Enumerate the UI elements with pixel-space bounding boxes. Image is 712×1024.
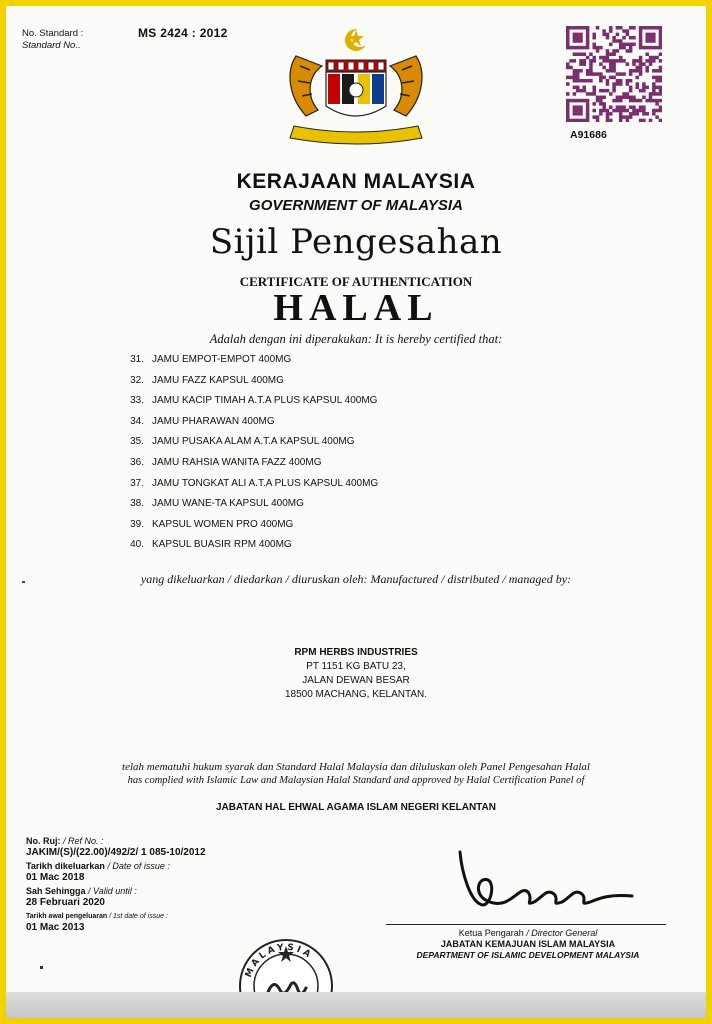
product-item bbox=[114, 436, 378, 457]
product-number: 34. bbox=[130, 415, 144, 427]
product-name: KAPSUL BUASIR RPM 400MG bbox=[152, 539, 292, 551]
signature-line bbox=[386, 924, 666, 925]
valid-until-label: Sah Sehingga / Valid until : bbox=[26, 886, 137, 896]
product-name: KAPSUL WOMEN PRO 400MG bbox=[152, 518, 294, 530]
product-name: JAMU PUSAKA ALAM A.T.A KAPSUL 400MG bbox=[152, 436, 355, 448]
company-address-line: 18500 MACHANG, KELANTAN. bbox=[284, 689, 428, 700]
signer-block bbox=[384, 928, 672, 961]
product-item bbox=[114, 539, 378, 560]
signature-icon bbox=[450, 844, 650, 924]
product-number: 37. bbox=[130, 477, 144, 489]
certificate-paper bbox=[6, 6, 706, 1018]
company-address-block bbox=[6, 646, 706, 702]
product-name: JAMU EMPOT-EMPOT 400MG bbox=[152, 354, 292, 365]
signer-department-ms: JABATAN KEMAJUAN ISLAM MALAYSIA bbox=[440, 939, 616, 949]
issue-date-label: Tarikh dikeluarkan / Date of issue : bbox=[26, 861, 170, 871]
compliance-statement-en: has complied with Islamic Law and Malaysian Halal Standard and approved by Halal Certification Panel of bbox=[127, 775, 585, 786]
company-name: RPM HERBS INDUSTRIES bbox=[294, 647, 418, 658]
product-item bbox=[114, 478, 378, 499]
manufactured-statement: yang dikeluarkan / diedarkan / diuruskan oleh: Manufactured / distributed / managed by: bbox=[140, 572, 572, 586]
standard-number-value: MS 2424 : 2012 bbox=[138, 26, 228, 40]
qr-code-icon[interactable] bbox=[566, 26, 662, 122]
product-number: 38. bbox=[130, 498, 144, 510]
product-item bbox=[114, 457, 378, 478]
scan-mark bbox=[40, 966, 43, 969]
government-title-en: GOVERNMENT OF MALAYSIA bbox=[249, 197, 463, 214]
product-name: JAMU TONGKAT ALI A.T.A PLUS KAPSUL 400MG bbox=[152, 477, 379, 489]
issue-date-value: 01 Mac 2018 bbox=[26, 872, 85, 883]
company-address-line: PT 1151 KG BATU 23, bbox=[306, 661, 406, 672]
product-number: 36. bbox=[130, 456, 144, 468]
ref-label: No. Ruj: / Ref No. : bbox=[26, 836, 104, 846]
scan-bottom-band bbox=[6, 992, 706, 1018]
signer-title: Ketua Pengarah / Director General bbox=[458, 928, 598, 938]
compliance-statement-ms: telah mematuhi hukum syarak dan Standard Halal Malaysia dan diluluskan oleh Panel Pengesahan Halal bbox=[122, 761, 590, 773]
certificate-title-en: CERTIFICATE OF AUTHENTICATION bbox=[239, 274, 473, 289]
product-item bbox=[114, 395, 378, 416]
halal-title: HALAL bbox=[273, 287, 439, 329]
certificate-title-ms: Sijil Pengesahan bbox=[209, 222, 503, 262]
product-name: JAMU WANE-TA KAPSUL 400MG bbox=[152, 498, 304, 510]
reference-block bbox=[26, 836, 206, 936]
product-item bbox=[114, 498, 378, 519]
product-number: 39. bbox=[130, 518, 144, 530]
product-name: JAMU PHARAWAN 400MG bbox=[152, 415, 275, 427]
ref-value: JAKIM/(S)/(22.00)/492/2/ 1 085-10/2012 bbox=[26, 847, 206, 858]
svg-text:MALAYSIA: MALAYSIA bbox=[243, 942, 315, 980]
certificate-id: A91686 bbox=[570, 129, 607, 141]
coat-of-arms-icon bbox=[276, 26, 436, 150]
product-list bbox=[114, 354, 378, 560]
product-name: JAMU RAHSIA WANITA FAZZ 400MG bbox=[152, 456, 322, 468]
product-name: JAMU KACIP TIMAH A.T.A PLUS KAPSUL 400MG bbox=[152, 395, 378, 407]
valid-until-value: 28 Februari 2020 bbox=[26, 897, 105, 908]
product-number: 31. bbox=[130, 354, 144, 365]
approving-department: JABATAN HAL EHWAL AGAMA ISLAM NEGERI KELANTAN bbox=[216, 802, 496, 813]
signer-department-en: DEPARTMENT OF ISLAMIC DEVELOPMENT MALAYSIA bbox=[416, 950, 640, 960]
product-item bbox=[114, 354, 378, 375]
government-title-ms: KERAJAAN MALAYSIA bbox=[236, 170, 476, 193]
product-item bbox=[114, 375, 378, 396]
product-item bbox=[114, 519, 378, 540]
product-number: 33. bbox=[130, 395, 144, 407]
product-number: 40. bbox=[130, 539, 144, 551]
product-number: 32. bbox=[130, 374, 144, 386]
product-item bbox=[114, 416, 378, 437]
certified-statement: Adalah dengan ini diperakukan: It is hereby certified that: bbox=[209, 332, 503, 346]
product-name: JAMU FAZZ KAPSUL 400MG bbox=[152, 374, 284, 386]
company-address-line: JALAN DEWAN BESAR bbox=[302, 675, 410, 686]
standard-number-label: No. Standard : Standard No.. bbox=[22, 28, 84, 51]
first-issue-label: Tarikh awal pengeluaran / 1st date of issue : bbox=[26, 913, 168, 920]
product-number: 35. bbox=[130, 436, 144, 448]
first-issue-value: 01 Mac 2013 bbox=[26, 922, 85, 933]
